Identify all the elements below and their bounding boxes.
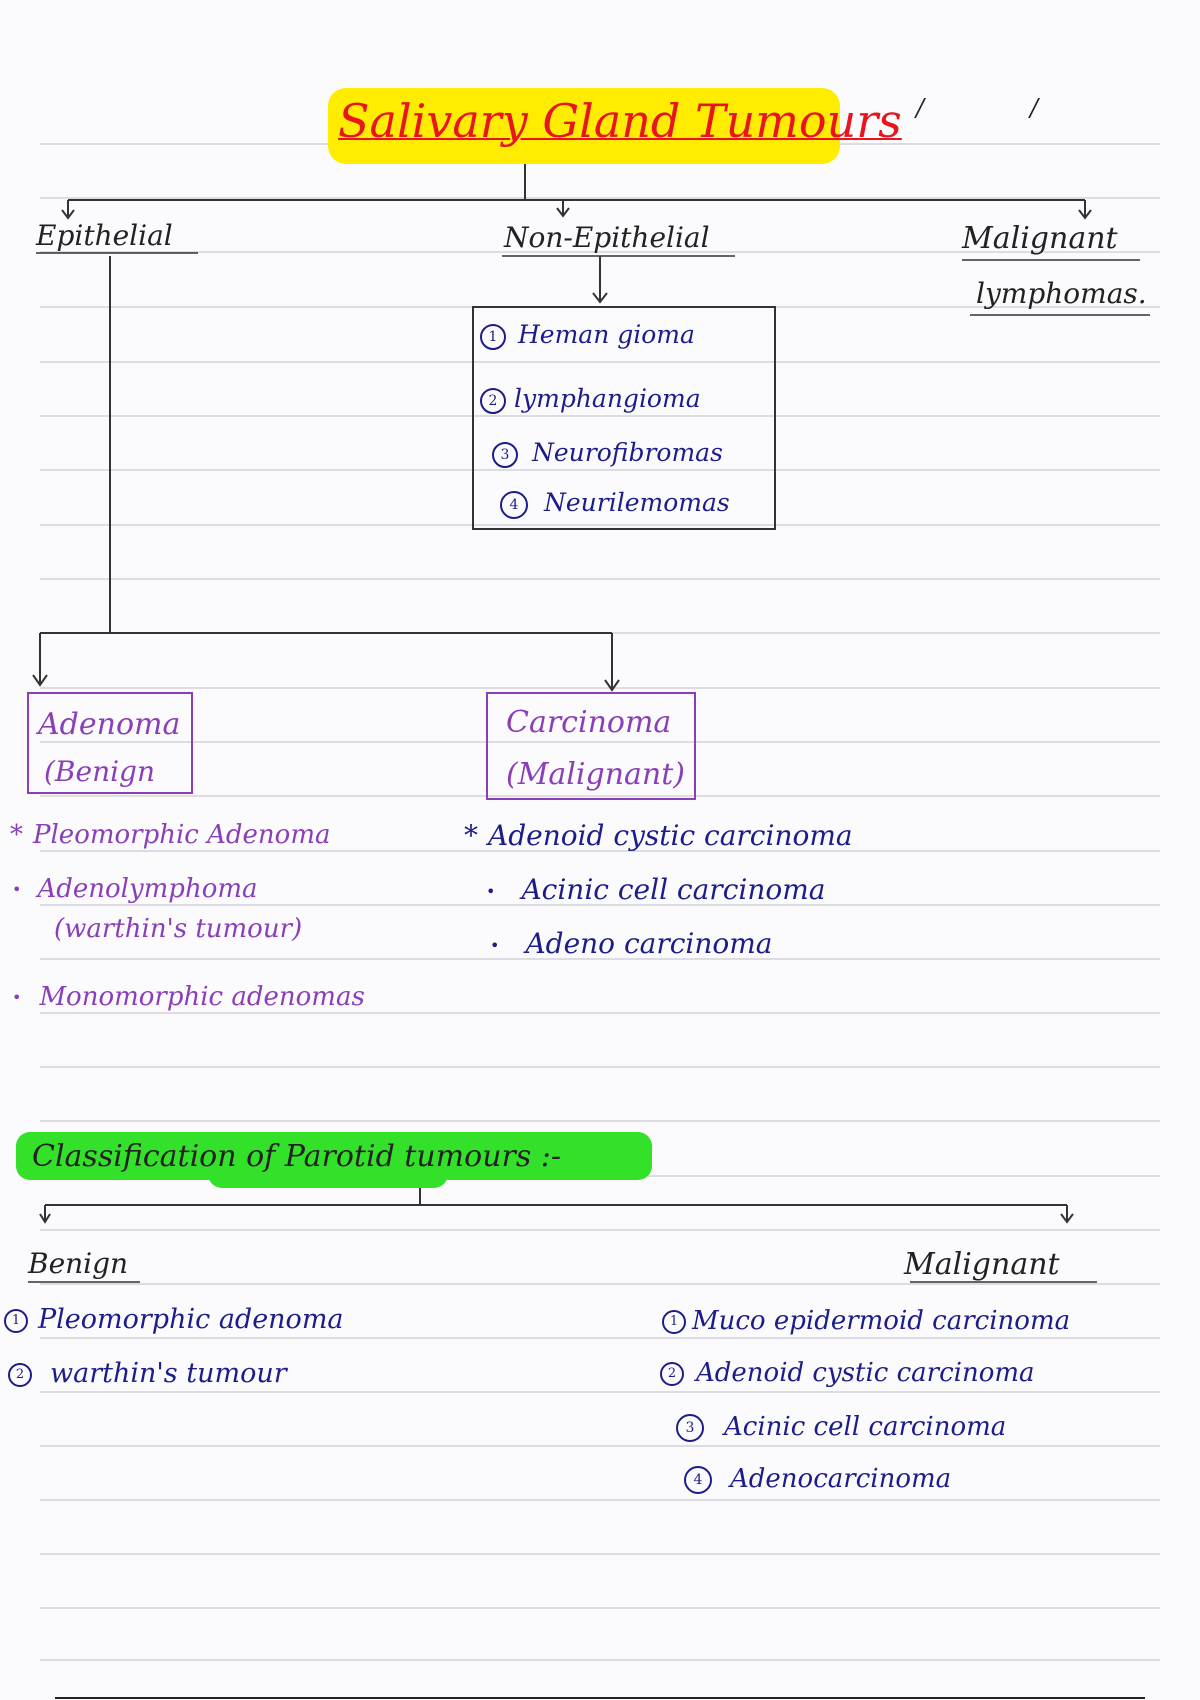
list-item-text: Acinic cell carcinoma bbox=[724, 1412, 1007, 1442]
malignant-lymphomas-line2: lymphomas. bbox=[976, 277, 1147, 310]
list-item-text: (warthin's tumour) bbox=[54, 914, 303, 944]
list-item-text: Heman gioma bbox=[518, 320, 695, 349]
parotid-heading: Classification of Parotid tumours :- bbox=[32, 1139, 562, 1174]
carcinoma-list-item-2 bbox=[486, 873, 826, 906]
adenoma-list-item-3 bbox=[12, 984, 365, 1010]
list-item-text: Adenoid cystic carcinoma bbox=[696, 1358, 1035, 1388]
star-bullet-icon: * bbox=[10, 820, 23, 850]
parotid-malignant-item-4 bbox=[684, 1466, 951, 1494]
number-circle: 1 bbox=[4, 1309, 28, 1333]
number-circle: 3 bbox=[676, 1414, 704, 1442]
dot-bullet-icon: • bbox=[12, 880, 22, 899]
dot-bullet-icon: • bbox=[12, 988, 22, 1007]
number-circle: 4 bbox=[684, 1466, 712, 1494]
carcinoma-box-line1: Carcinoma bbox=[506, 705, 672, 740]
non-epithelial-item-1 bbox=[480, 322, 695, 350]
non-epithelial-label: Non-Epithelial bbox=[504, 221, 710, 254]
adenoma-box-line1: Adenoma bbox=[38, 707, 181, 742]
epithelial-label: Epithelial bbox=[36, 219, 173, 252]
list-item-text: Monomorphic adenomas bbox=[39, 982, 365, 1012]
malignant-lymphomas-line1: Malignant bbox=[962, 221, 1118, 256]
carcinoma-box-line2: (Malignant) bbox=[506, 757, 685, 792]
number-circle: 2 bbox=[660, 1362, 684, 1386]
list-item-text: Acinic cell carcinoma bbox=[521, 873, 826, 906]
number-circle: 4 bbox=[500, 491, 528, 519]
list-item-text: Neurofibromas bbox=[532, 438, 723, 467]
parotid-benign-item-1 bbox=[4, 1306, 344, 1333]
adenoma-list-item-1 bbox=[10, 822, 330, 848]
number-circle: 1 bbox=[480, 324, 506, 350]
carcinoma-list-item-3 bbox=[490, 927, 773, 960]
list-item-text: Adenolymphoma bbox=[37, 874, 258, 904]
list-item-text: Muco epidermoid carcinoma bbox=[692, 1306, 1071, 1336]
parotid-malignant-item-3 bbox=[676, 1414, 1006, 1442]
adenoma-list-item-2b bbox=[54, 916, 302, 942]
list-item-text: lymphangioma bbox=[514, 384, 701, 413]
list-item-text: Adenocarcinoma bbox=[730, 1464, 952, 1494]
number-circle: 2 bbox=[480, 388, 506, 414]
non-epithelial-item-3 bbox=[492, 440, 723, 468]
adenoma-list-item-2 bbox=[12, 876, 258, 902]
page-title: Salivary Gland Tumours bbox=[338, 94, 902, 148]
list-item-text: Adeno carcinoma bbox=[525, 927, 773, 960]
parotid-malignant-item-2 bbox=[660, 1360, 1035, 1386]
parotid-connectors bbox=[40, 1180, 1073, 1222]
parotid-malignant-item-1 bbox=[662, 1308, 1070, 1334]
non-epithelial-item-4 bbox=[500, 490, 730, 519]
list-item-text: warthin's tumour bbox=[50, 1358, 287, 1389]
date-mark-1: / bbox=[916, 94, 925, 122]
dot-bullet-icon: • bbox=[486, 881, 496, 901]
parotid-benign-label: Benign bbox=[28, 1247, 129, 1280]
star-bullet-icon: * bbox=[464, 819, 478, 852]
dot-bullet-icon: • bbox=[490, 935, 500, 955]
list-item-text: Pleomorphic adenoma bbox=[38, 1304, 344, 1335]
list-item-text: Pleomorphic Adenoma bbox=[33, 820, 331, 850]
adenoma-box-line2: (Benign bbox=[44, 755, 156, 788]
number-circle: 2 bbox=[8, 1363, 32, 1387]
date-mark-2: / bbox=[1030, 94, 1039, 122]
carcinoma-list-item-1 bbox=[464, 819, 853, 852]
number-circle: 1 bbox=[662, 1310, 686, 1334]
number-circle: 3 bbox=[492, 442, 518, 468]
parotid-malignant-label: Malignant bbox=[904, 1247, 1060, 1282]
non-epithelial-item-2 bbox=[480, 386, 701, 414]
list-item-text: Adenoid cystic carcinoma bbox=[488, 819, 853, 852]
list-item-text: Neurilemomas bbox=[544, 488, 730, 517]
parotid-benign-item-2 bbox=[8, 1360, 287, 1387]
